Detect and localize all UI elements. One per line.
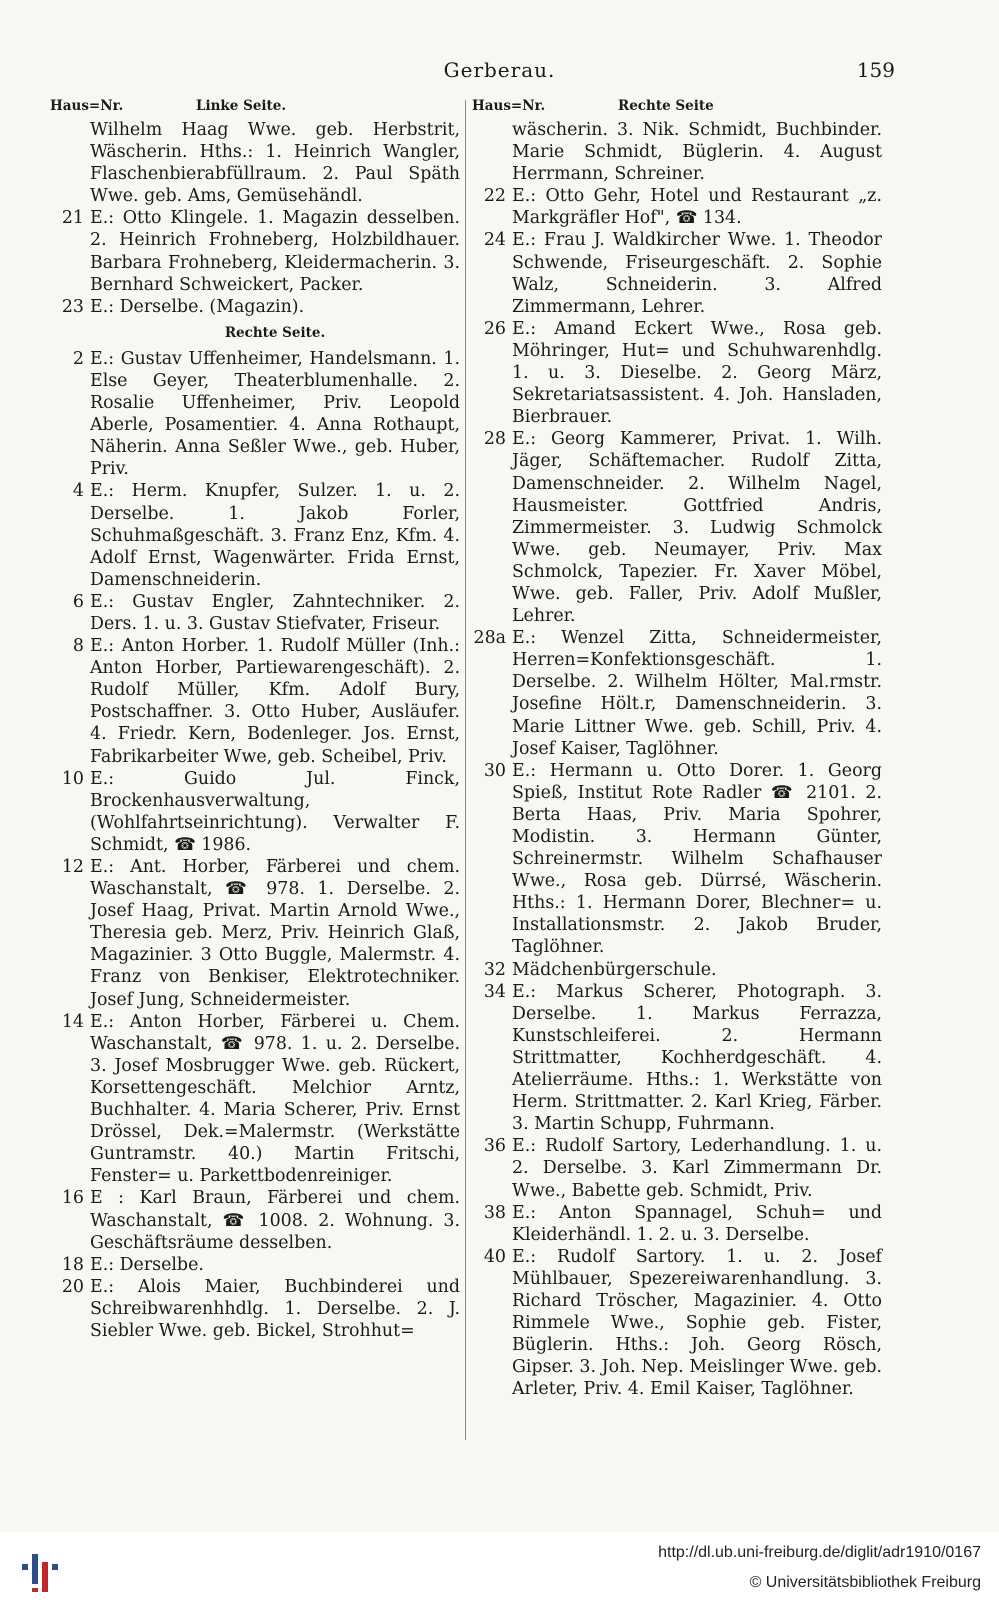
house-number: 24 (483, 230, 506, 251)
entry-text: Mädchenbürgerschule. (512, 959, 717, 980)
entry-text: E.: Rudolf Sartory, Lederhandlung. 1. u. 2. Derselbe. 3. Karl Zimmermann Dr. Wwe., Babette geb. Schmidt, Priv. (512, 1136, 882, 1201)
directory-entry (50, 207, 460, 295)
entry-text: E.: Otto Klingele. 1. Magazin desselben. 2. Heinrich Frohneberg, Holzbildhauer. Barbara Frohneberg, Kleidermacherin. 3. Bernhard Schweickert, Packer. (90, 208, 460, 295)
left-entries-top (50, 119, 460, 318)
copyright-notice: © Universitätsbibliothek Freiburg (749, 1574, 981, 1591)
entry-text: Wilhelm Haag Wwe. geb. Herbstrit, Wäscherin. Hths.: 1. Heinrich Wangler, Flaschenbierabfüllraum. 2. Paul Späth Wwe. geb. Ams, Gemüsehändl. (90, 120, 460, 207)
house-number: 21 (61, 208, 84, 229)
house-number: 40 (483, 1246, 506, 1267)
entry-text: E.: Ant. Horber, Färberei und chem. Waschanstalt, ☎ 978. 1. Derselbe. 2. Josef Haag, Privat. Martin Arnold Wwe., Theresia geb. Merz, Priv. Heinrich Glaß, Magazinier. 3 Otto Buggle, Malermstr. 4. Franz von Benkiser, Elektrotechniker. Josef Jung, Schneidermeister. (90, 857, 460, 1010)
entry-text: E.: Derselbe. (Magazin). (90, 296, 305, 317)
directory-entry (472, 1135, 882, 1201)
house-number: 14 (61, 1011, 84, 1032)
right-column (472, 98, 882, 1400)
entry-text: E.: Otto Gehr, Hotel und Restaurant „z. Markgräfler Hof", ☎ 134. (512, 186, 882, 229)
left-column (50, 98, 460, 1342)
house-number-label: Haus=Nr. (472, 98, 546, 114)
house-number: 8 (72, 636, 84, 657)
right-entries (472, 119, 882, 1400)
house-number: 20 (61, 1276, 84, 1297)
directory-entry (472, 959, 882, 981)
entry-text: E.: Guido Jul. Finck, Brockenhausverwaltung, (Wohlfahrtseinrichtung). Verwalter F. Schmidt, ☎ 1986. (90, 768, 460, 855)
entry-text: E.: Markus Scherer, Photograph. 3. Derselbe. 1. Markus Ferrazza, Kunstschleiferei. 2. Hermann Strittmatter, Kochherdgeschäft. 4. Atelierräume. Hths.: 1. Werkstätte von Herm. Strittmatter. 2. Karl Krieg, Färber. 3. Martin Schupp, Fuhrmann. (512, 981, 882, 1135)
house-number (50, 119, 90, 207)
side-label: Rechte Seite (618, 98, 714, 114)
directory-entry (50, 591, 460, 635)
entry-text: E.: Rudolf Sartory. 1. u. 2. Josef Mühlbauer, Spezereiwarenhandlung. 3. Richard Tröscher, Magazinier. 4. Otto Rimmele Wwe., Sophie geb. Fister, Büglerin. Hths.: Joh. Georg Rösch, Gipser. 3. Joh. Nep. Meislinger Wwe. geb. Arleter, Priv. 4. Emil Kaiser, Taglöhner. (512, 1246, 882, 1400)
directory-entry (472, 119, 882, 185)
entry-text: E.: Anton Horber, Färberei u. Chem. Waschanstalt, ☎ 978. 1. u. 2. Derselbe. 3. Josef Mosbrugger Wwe. geb. Rückert, Korsettengeschäft. Melchior Arntz, Buchhalter. 4. Maria Scherer, Priv. Ernst Drössel, Dek.=Malermstr. (Werkstätte Guntramstr. 40.) Martin Fritschi, Fenster= u. Parkettbodenreiniger. (90, 1011, 460, 1187)
entry-text: E.: Herm. Knupfer, Sulzer. 1. u. 2. Derselbe. 1. Jakob Forler, Schuhmaßgeschäft. 3. Franz Enz, Kfm. 4. Adolf Ernst, Wagenwärter. Frida Ernst, Damenschneiderin. (90, 481, 460, 590)
house-number-label: Haus=Nr. (50, 98, 124, 114)
house-number: 2 (72, 348, 84, 369)
house-number: 10 (61, 768, 84, 789)
right-column-header (472, 98, 882, 119)
directory-entry (50, 1276, 460, 1342)
directory-entry (472, 1202, 882, 1246)
house-number: 36 (483, 1136, 506, 1157)
house-number: 38 (483, 1202, 506, 1223)
house-number: 32 (483, 959, 506, 980)
column-divider (465, 100, 466, 1440)
left-column-header (50, 98, 460, 119)
entry-text: E.: Frau J. Waldkircher Wwe. 1. Theodor Schwende, Friseurgeschäft. 2. Sophie Walz, Schneiderin. 3. Alfred Zimmermann, Lehrer. (512, 230, 882, 317)
left-subhead: Rechte Seite. (224, 324, 326, 341)
house-number: 28a (473, 628, 506, 649)
directory-entry (50, 296, 460, 318)
house-number: 16 (61, 1188, 84, 1209)
entry-text: E.: Anton Spannagel, Schuh= und Kleiderhändl. 1. 2. u. 3. Derselbe. (512, 1202, 882, 1245)
house-number: 6 (72, 591, 84, 612)
entry-text: wäscherin. 3. Nik. Schmidt, Buchbinder. Marie Schmidt, Büglerin. 4. August Herrmann, Schreiner. (512, 120, 882, 185)
directory-entry (50, 768, 460, 856)
house-number: 23 (61, 296, 84, 317)
entry-text: E.: Alois Maier, Buchbinderei und Schreibwarenhhdlg. 1. Derselbe. 2. J. Siebler Wwe. geb. Bickel, Strohhut= (90, 1276, 460, 1341)
side-label: Linke Seite. (196, 98, 287, 114)
entry-text: E.: Anton Horber. 1. Rudolf Müller (Inh.: Anton Horber, Partiewarengeschäft). 2. Rudolf Müller, Kfm. Adolf Bury, Postschaffner. 3. Otto Huber, Ausläufer. 4. Friedr. Kern, Bodenleger. Jos. Ernst, Fabrikarbeiter Wwe, geb. Scheibel, Priv. (90, 636, 460, 767)
directory-entry (50, 348, 460, 481)
house-number: 26 (483, 318, 506, 339)
directory-entry (50, 119, 460, 207)
house-number: 12 (61, 857, 84, 877)
directory-entry (472, 185, 882, 229)
entry-text: E.: Amand Eckert Wwe., Rosa geb. Möhringer, Hut= und Schuhwarenhdlg. 1. u. 3. Dieselbe. 2. Georg März, Sekretariatsassistent. 4. Joh. Hansladen, Bierbrauer. (512, 318, 882, 428)
directory-entry (50, 635, 460, 768)
directory-entry (472, 428, 882, 627)
directory-entry (472, 760, 882, 959)
entry-text: E.: Georg Kammerer, Privat. 1. Wilh. Jäger, Schäftemacher. Rudolf Zitta, Damenschneider. 2. Wilhelm Nagel, Hausmeister. Gottfried Andris, Zimmermeister. 3. Ludwig Schmolck Wwe. geb. Neumayer, Priv. Max Schmolck, Tapezier. Fr. Xaver Möbel, Wwe. geb. Faller, Priv. Adolf Mußler, Lehrer. (512, 429, 882, 627)
directory-entry (50, 856, 460, 1011)
house-number: 30 (483, 760, 506, 781)
library-logo-icon (22, 1548, 62, 1592)
directory-entry (472, 318, 882, 428)
directory-entry (472, 1246, 882, 1401)
entry-text: E.: Gustav Engler, Zahntechniker. 2. Ders. 1. u. 3. Gustav Stiefvater, Friseur. (90, 591, 460, 634)
entry-text: E.: Hermann u. Otto Dorer. 1. Georg Spieß, Institut Rote Radler ☎ 2101. 2. Berta Haas, Priv. Maria Spohrer, Modistin. 3. Hermann Günter, Schreinermstr. Wilhelm Schafhauser Wwe., Rosa geb. Dürrsé, Wäscherin. Hths.: 1. Hermann Dorer, Blechner= u. Installationsmstr. 2. Jakob Bruder, Taglöhner. (512, 760, 882, 958)
entry-text: E : Karl Braun, Färberei und chem. Waschanstalt, ☎ 1008. 2. Wohnung. 3. Geschäftsräume desselben. (90, 1188, 460, 1253)
directory-entry (50, 1254, 460, 1276)
running-head-title: Gerberau. (443, 58, 556, 82)
directory-entry (50, 480, 460, 590)
house-number: 18 (61, 1254, 84, 1275)
directory-entry (50, 1187, 460, 1253)
entry-text: E.: Derselbe. (90, 1254, 204, 1275)
library-footer (0, 1532, 999, 1604)
page-number: 159 (856, 58, 895, 82)
directory-entry (472, 229, 882, 317)
directory-entry (472, 627, 882, 760)
directory-entry (50, 1011, 460, 1188)
directory-entry (472, 981, 882, 1136)
entry-text: E.: Gustav Uffenheimer, Handelsmann. 1. Else Geyer, Theaterblumenhalle. 2. Rosalie Uffenheimer, Priv. Leopold Aberle, Posamentier. 4. Anna Rothaupt, Näherin. Anna Seßler Wwe., geb. Huber, Priv. (90, 348, 460, 480)
permalink-link[interactable]: http://dl.ub.uni-freiburg.de/diglit/adr1910/0167 (658, 1544, 981, 1561)
house-number: 22 (483, 186, 506, 207)
left-entries (50, 348, 460, 1342)
entry-text: E.: Wenzel Zitta, Schneidermeister, Herren=Konfektionsgeschäft. 1. Derselbe. 2. Wilhelm Hölter, Mal.rmstr. Josefine Hölt.r, Damenschneiderin. 3. Marie Littner Wwe. geb. Schill, Priv. 4. Josef Kaiser, Taglöhner. (512, 628, 882, 759)
house-number: 28 (483, 429, 506, 450)
house-number (472, 119, 512, 185)
house-number: 4 (72, 481, 84, 502)
house-number: 34 (483, 981, 506, 1002)
